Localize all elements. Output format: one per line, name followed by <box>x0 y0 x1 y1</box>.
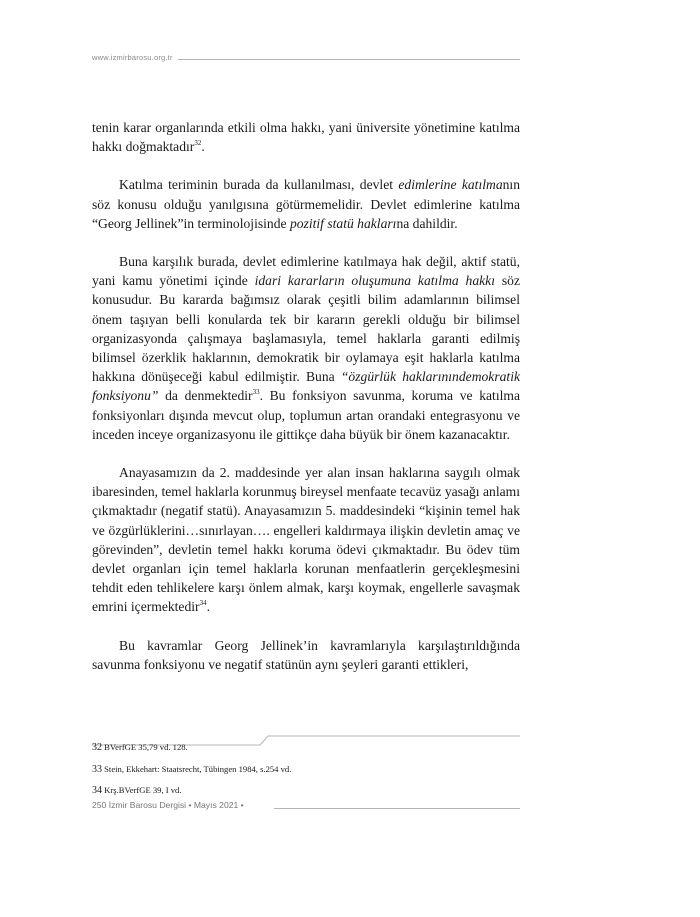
footnote-number: 34 <box>92 785 102 796</box>
paragraph-3-text-2: söz konusudur. Bu kararda bağımsız olarak çeşitli bilim adamlarının bilimsel önem taşıyan belli konularda tek bir kararın gerekli olduğu bir bilimsel organizasyonda çalışmaya başlamasıyla, temel haklarla garanti edilmiş bilimsel özerklik haklarının, demokratik bir oylamaya eşit haklarla katılma hakkına dönüşeceği kabul edilmiştir. Buna <box>92 273 520 385</box>
footnote-text: Stein, Ekkehart: Staatsrecht, Tübingen 1984, s.254 vd. <box>104 763 292 774</box>
footer-rule <box>274 808 520 809</box>
paragraph-5-text: Bu kavramlar Georg Jellinek’in kavramlarıyla karşılaştırıldığında savunma fonksiyonu ve negatif statünün aynı şeyleri garanti ettikleri, <box>92 637 520 672</box>
paragraph-3-text-1: Buna karşılık burada, devlet edimlerine katılmaya hak değil, aktif statü, yani kamu yönetimi içinde <box>92 254 520 289</box>
paragraph-3-text-4: . Bu fonksiyon savunma, koruma ve katılma fonksiyonları dışında mevcut olup, toplumun artan orandaki entegrasyonu ve inceden inceye organizasyonu ile gittikçe daha büyük bir önem kazanacaktır. <box>92 388 520 442</box>
paragraph-4-tail: . <box>206 599 210 615</box>
paragraph-2 <box>92 175 520 233</box>
paragraph-3-text-3: da denmektedir <box>158 388 253 404</box>
paragraph-4 <box>92 463 520 617</box>
footer-text: 250 İzmir Barosu Dergisi • Mayıs 2021 • <box>92 800 244 810</box>
footnote-32 <box>92 741 520 763</box>
page-header <box>92 53 520 67</box>
footnote-ref-32: 32 <box>194 138 202 147</box>
header-rule <box>178 59 520 60</box>
paragraph-4-text: Anayasamızın da 2. maddesinde yer alan insan haklarına saygılı olmak ibaresinden, temel haklarla korunmuş bireysel menfaate tecavüz yasağı anlamı çıkmaktadır (negatif statü). Anayasamızın 5. maddesindeki “kişinin temel hak ve özgürlüklerini…sınırlayan…. engelleri kaldırmaya ilişkin devletin amaç ve görevinden”, devletin temel hakkı koruma ödevi çıkmaktadır. Bu ödev tüm devlet organları için temel haklarla korunan menfaatlerin gerçekleşmesini tehdit eden tehlikelere karşı önlem almak, karşı koymak, engellerle savaşmak emrini içermektedir <box>92 465 520 615</box>
paragraph-3-italic-2: “özgürlük haklarınındemokratik fonksiyonu” <box>92 369 521 404</box>
footnotes <box>92 741 520 806</box>
header-url: www.izmirbarosu.org.tr <box>92 53 173 62</box>
footnote-ref-33: 33 <box>252 387 260 396</box>
paragraph-2-text-1: Katılma teriminin burada da kullanılması, devlet <box>119 177 399 193</box>
paragraph-2-text-2: nın söz konusu olduğu yanılgısına götürmemelidir. Devlet edimlerine katılma “Georg Jellinek”in terminolojisinde <box>92 177 520 231</box>
footnote-text: Krş.BVerfGE 39, I vd. <box>104 785 182 795</box>
paragraph-1-text: tenin karar organlarında etkili olma hakkı, yani üniversite yönetimine katılma hakkı doğmaktadır <box>92 120 520 155</box>
footnote-number: 33 <box>92 763 102 775</box>
paragraph-2-italic-2: pozitif statü hakları <box>289 215 397 231</box>
paragraph-3-italic-1: idari kararların oluşumuna katılma hakkı <box>254 273 495 289</box>
footnote-33 <box>92 763 520 785</box>
paragraph-2-italic-1: edimlerine katılma <box>398 177 503 193</box>
body-text <box>92 118 520 693</box>
footnote-number: 32 <box>92 742 102 753</box>
paragraph-1 <box>92 118 520 156</box>
page-footer <box>92 800 520 814</box>
paragraph-2-text-3: na dahildir. <box>396 215 458 231</box>
paragraph-1-tail: . <box>201 139 205 155</box>
paragraph-3 <box>92 252 520 444</box>
paragraph-5 <box>92 636 520 674</box>
footnote-ref-34: 34 <box>199 598 207 607</box>
footnote-text: BVerfGE 35,79 vd. 128. <box>104 742 188 752</box>
